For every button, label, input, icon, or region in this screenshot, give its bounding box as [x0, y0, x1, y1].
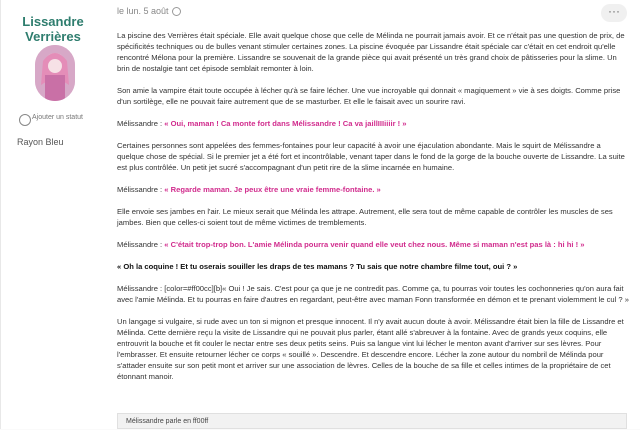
post-date — [117, 6, 181, 16]
speaker-label: Mélissandre : — [117, 119, 165, 128]
post-date-text: le lun. 5 août — [117, 6, 169, 16]
bold-quote: « Oh la coquine ! Et tu oserais souiller les draps de tes mamans ? Tu sais que notre chambre filme tout, oui ? » — [117, 262, 518, 271]
dialogue-quote: « C'était trop-trop bon. L'amie Mélinda pourra venir quand elle veut chez nous. Même si maman n'est pas là : hi hi ! » — [164, 240, 585, 249]
chat-bubble-icon[interactable] — [172, 7, 181, 16]
author-rank: Rayon Bleu — [17, 137, 64, 147]
dialogue-line — [117, 118, 629, 129]
status-circle-icon[interactable] — [19, 114, 31, 126]
ellipsis-icon: ··· — [608, 4, 620, 18]
avatar-image — [35, 45, 75, 101]
dialogue-line — [117, 239, 629, 250]
paragraph: La piscine des Verrières était spéciale. Elle avait quelque chose que celle de Mélinda ne pourrait jamais avoir. Et ce n'était pas une question de prix, de spécificités techniques ou de bulles venant stimuler certaines zones. La piscine évoquée par Lissandre était spéciale car c'était en cet endroit qu'elle rencontré Mélona pour la première. Lissandre se souvenait de la grande pièce qui avait présenté un très grand choix de pâtisseries pour la slime. Un brin de nostalgie tant cet épisode semblait remonter à loin. — [117, 31, 625, 73]
avatar[interactable] — [35, 45, 75, 101]
paragraph: Un langage si vulgaire, si rude avec un ton si mignon et presque innocent. Il n'y avait aucun doute à avoir. Mélissandre était bien la fille de Lissandre et Mélinda. Cette dernière reçu la visite de Lissandre qui ne pouvait plus parler, étant allé s'abreuver à la fontaine. Avec de grands yeux coquins, elle entrouvrit la bouche et fit couler le nectar entre ses deux petits seins. Puis sa langue vint lui lécher le menton avant d'arriver sur ses lèvres. Pour l'embrasser. Et ensuite retourner lécher ce corps « souillé ». Descendre. Et descendre encore. Lécher la zone autour du nombril de Mélinda pour s'attader ensuite sur son petit mont et arriver sur une association de lèvres. Celles de la bouche de sa fille et celles intimes de la propriétaire de cet étonnant manoir. — [117, 317, 624, 381]
speaker-label: Mélissandre : — [117, 240, 165, 249]
speaker-label: Mélissandre : — [117, 185, 165, 194]
paragraph: Elle envoie ses jambes en l'air. Le mieux serait que Mélinda les attrape. Autrement, elle sera tout de même capable de contrôler les muscles de ses jambes. Bien que celles-ci soient tout de même victimes de tremblements. — [117, 207, 613, 227]
author-sidebar — [1, 0, 105, 429]
post-body — [117, 30, 629, 382]
dialogue-quote: « Oui, maman ! Ca monte fort dans Mélissandre ! Ca va jaillIIIiiiir ! » — [164, 119, 407, 128]
post-options-button[interactable] — [601, 4, 627, 22]
paragraph: Mélissandre : [color=#ff00cc][b]« Oui ! Je sais. C'est pour ça que je ne contredit pas. Comme ça, tu pourras voir toutes les cochonneries qu'on aura fait avec l'amie Mélinda. Et tu pourras en faire d'autres en regardant, peut-être avec maman Fonn transformée en démon et te prenant violemment le cul ? » — [117, 284, 629, 304]
signature-box: Mélissandre parle en ff00ff — [117, 413, 627, 429]
dialogue-quote: « Regarde maman. Je peux être une vraie femme-fontaine. » — [164, 185, 381, 194]
dialogue-line — [117, 184, 629, 195]
author-name-line1[interactable]: Lissandre — [22, 14, 84, 29]
paragraph: Certaines personnes sont appelées des femmes-fontaines pour leur capacité à avoir une éjaculation abondante. Mais le squirt de Mélissandre a quelque chose de spécial. Si le premier jet a été fort et incontrôlable, venant taper dans le fond de la gorge de la bouche ouverte de Lissandre. La suite est plus contrôlée. Un petit jet sucré s'accompagnant d'un petit rire de la slime incarnée en humaine. — [117, 141, 625, 172]
add-status-link[interactable]: Ajouter un statut — [32, 114, 83, 121]
author-name-line2[interactable]: Verrières — [25, 29, 81, 44]
paragraph: Son amie la vampire était toute occupée à lécher qu'à se faire lécher. Une vue incroyable qui donnait « magiquement » vie à ses doigts. Comme prise d'un sortilège, elle ne pouvait faire autrement que de se masturber. Et elle le faisait avec un sourire ravi. — [117, 86, 621, 106]
